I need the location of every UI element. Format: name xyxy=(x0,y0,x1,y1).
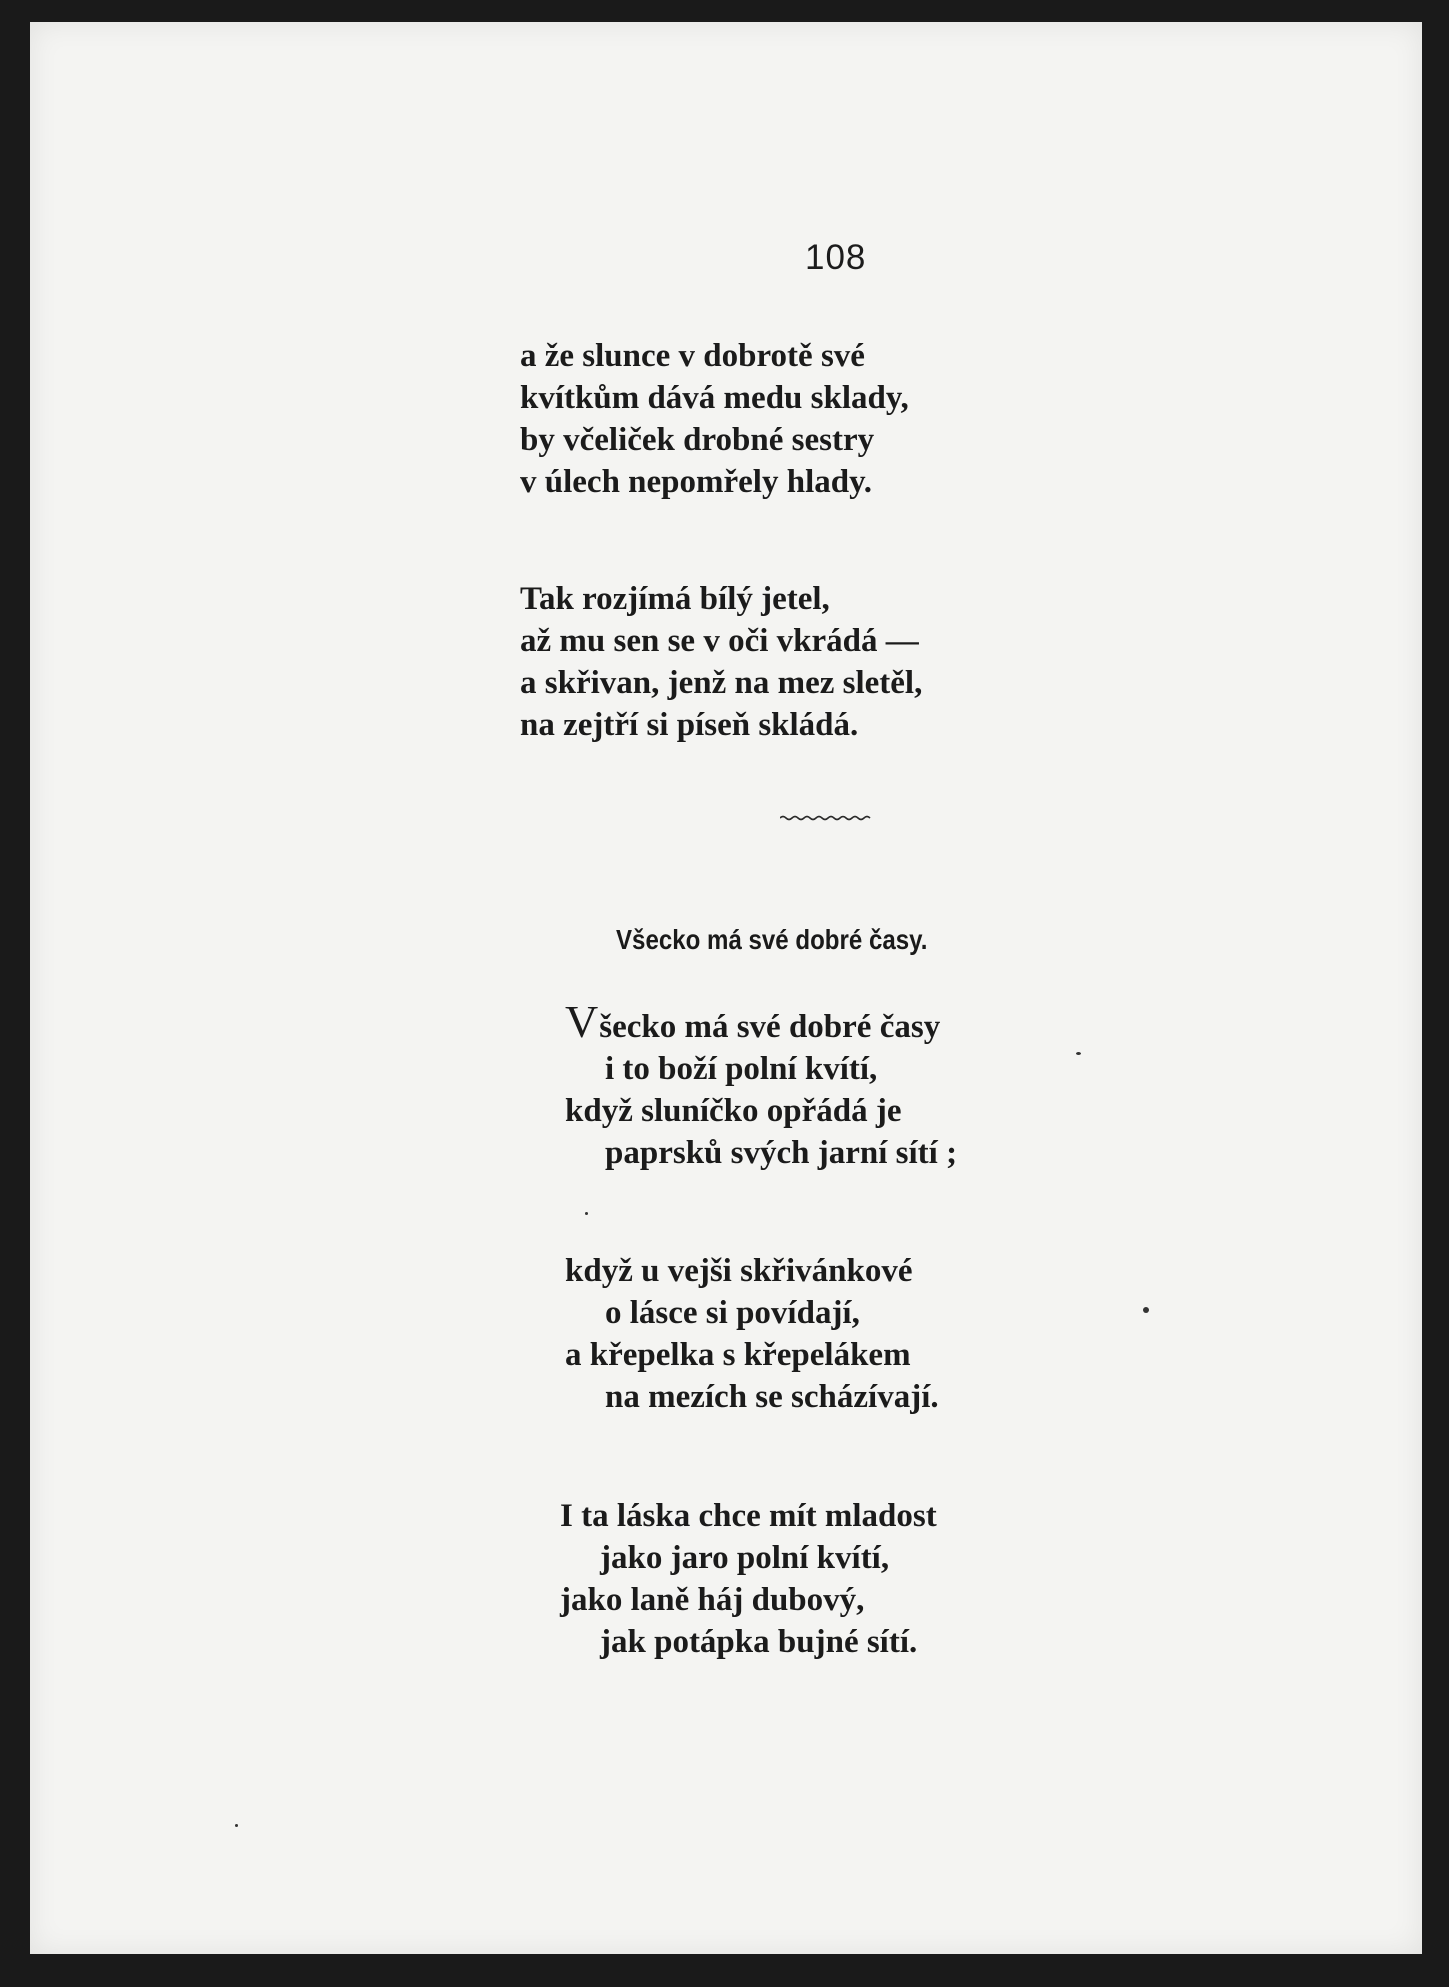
verse-line: a křepelka s křepelákem xyxy=(565,1337,911,1373)
verse-line: v úlech nepomřely hlady. xyxy=(520,464,873,500)
verse-line: i to boží polní kvítí, xyxy=(605,1051,878,1087)
verse-line: když sluníčko opřádá je xyxy=(565,1093,902,1129)
verse-line: Tak rozjímá bílý jetel, xyxy=(520,581,830,617)
poem-title: Všecko má své dobré časy. xyxy=(616,924,928,955)
verse-line: když u vejši skřivánkové xyxy=(565,1253,913,1289)
stanza-5 xyxy=(560,1495,937,1663)
verse-line-rest: šecko má své dobré časy xyxy=(599,1009,941,1045)
verse-line: na zejtří si píseň skládá. xyxy=(520,707,859,743)
stanza-3 xyxy=(565,996,958,1174)
page-number: 108 xyxy=(805,238,867,277)
verse-line: jako jaro polní kvítí, xyxy=(600,1540,890,1576)
print-speck xyxy=(1076,1052,1081,1055)
verse-line: by včeliček drobné sestry xyxy=(520,422,875,458)
verse-line: I ta láska chce mít mladost xyxy=(560,1498,937,1534)
verse-line: kvítkům dává medu sklady, xyxy=(520,380,909,416)
verse-line: o lásce si povídají, xyxy=(605,1295,860,1331)
stanza-4 xyxy=(565,1250,939,1418)
verse-line: jako laně háj dubový, xyxy=(560,1582,865,1618)
verse-line: až mu sen se v oči vkrádá — xyxy=(520,623,919,659)
print-speck xyxy=(235,1824,238,1827)
verse-line: paprsků svých jarní sítí ; xyxy=(605,1135,958,1171)
verse-line: a že slunce v dobrotě své xyxy=(520,338,865,374)
book-page xyxy=(30,22,1422,1954)
drop-cap: V xyxy=(565,996,599,1047)
print-speck xyxy=(1143,1307,1149,1313)
verse-line-first xyxy=(565,996,957,1048)
section-divider-ornament xyxy=(780,812,872,822)
stanza-2 xyxy=(520,578,922,746)
print-speck xyxy=(585,1212,588,1215)
verse-line: a skřivan, jenž na mez sletěl, xyxy=(520,665,923,701)
verse-line: na mezích se scházívají. xyxy=(605,1379,939,1415)
verse-line: jak potápka bujné sítí. xyxy=(600,1624,918,1660)
stanza-1 xyxy=(520,335,909,503)
